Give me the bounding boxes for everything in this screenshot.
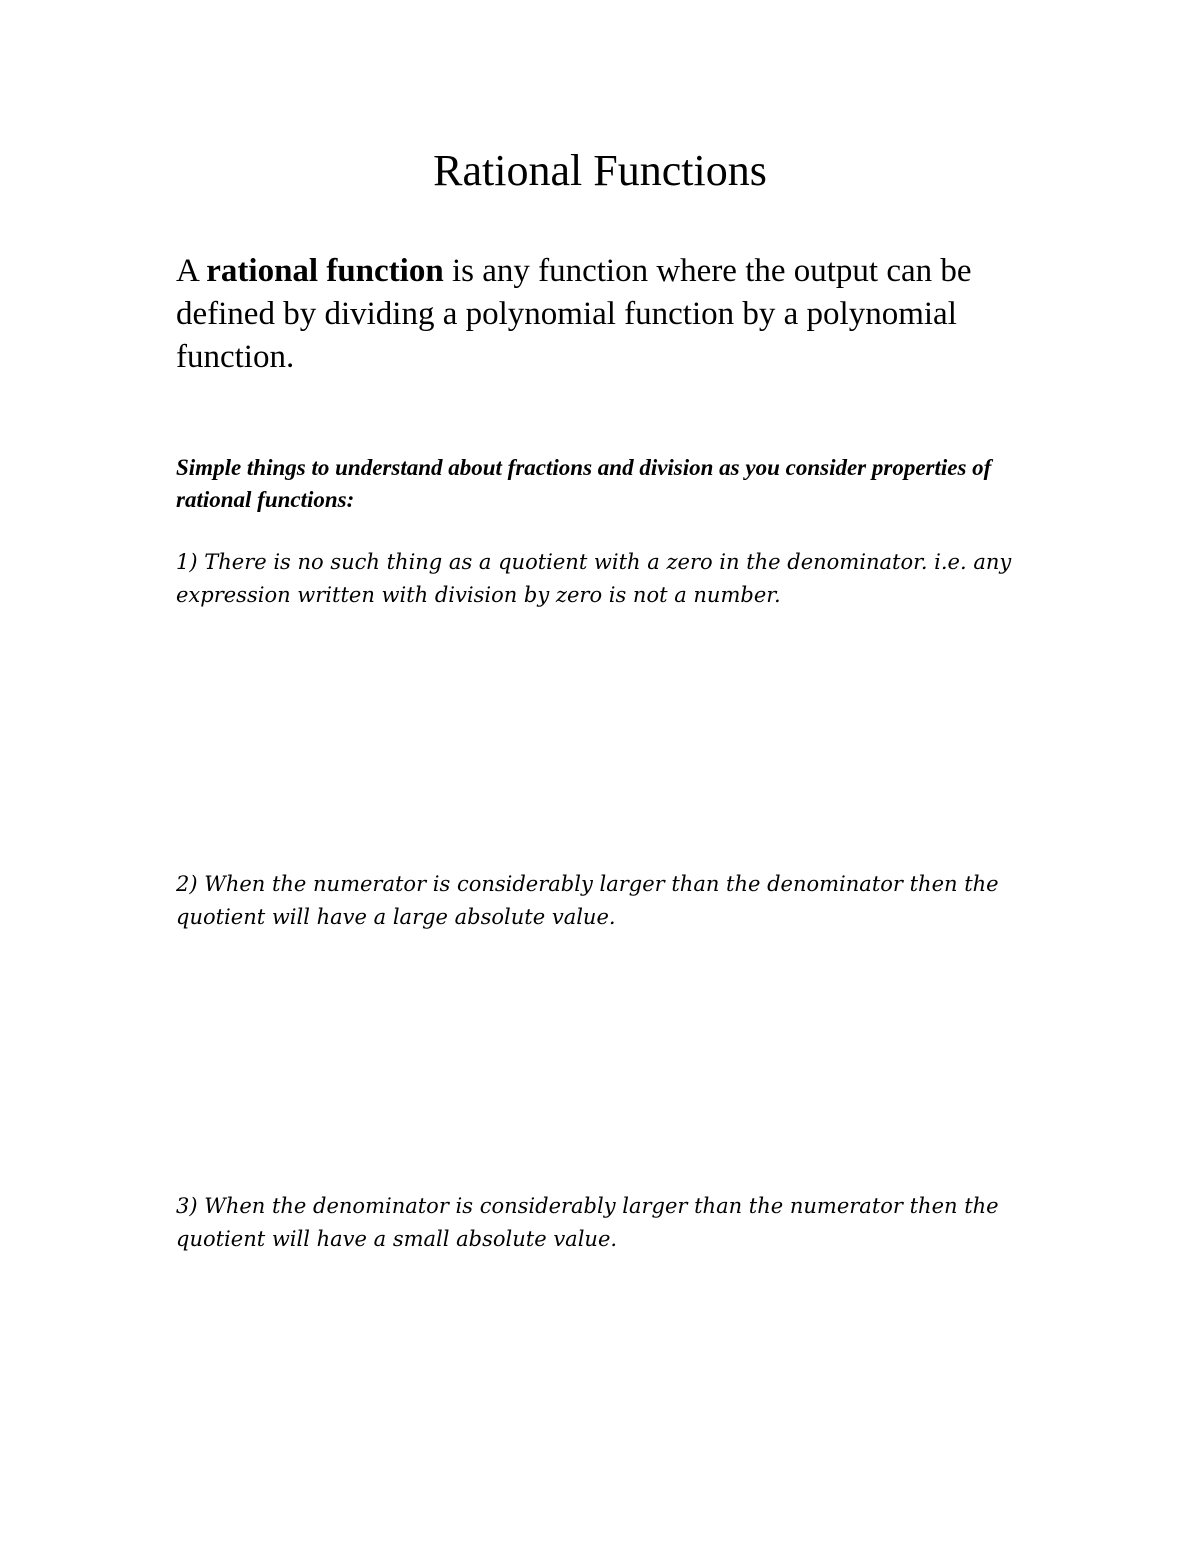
definition-paragraph [176, 250, 1026, 379]
intro-heading: Simple things to understand about fractions and division as you consider properties of rational functions: [176, 455, 992, 512]
definition-suffix: is any function where the output can be defined by dividing a polynomial function by a polynomial function. [176, 253, 972, 375]
definition-term: rational function [206, 253, 444, 289]
point-2: 2) When the numerator is considerably larger than the denominator then the quotient will have a large absolute value. [176, 872, 999, 929]
page-title: Rational Functions [433, 146, 767, 195]
point-1: 1) There is no such thing as a quotient with a zero in the denominator. i.e. any expression written with division by zero is not a number. [176, 550, 1012, 607]
definition-prefix: A [176, 253, 207, 289]
point-3: 3) When the denominator is considerably larger than the numerator then the quotient will have a small absolute value. [176, 1194, 999, 1251]
